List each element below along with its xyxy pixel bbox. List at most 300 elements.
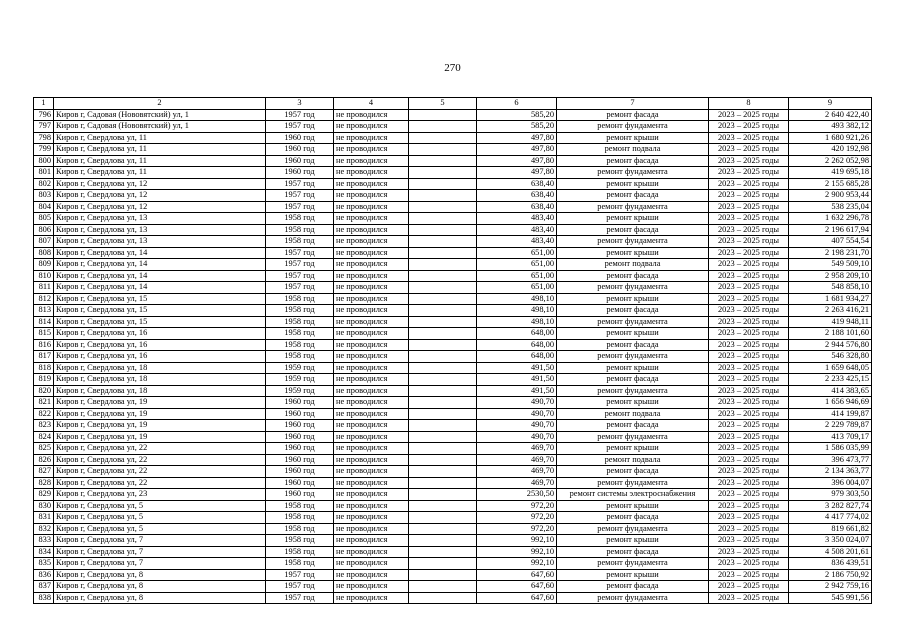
empty-cell	[409, 109, 477, 121]
address-cell: Киров г, Свердлова ул, 16	[54, 328, 266, 340]
cost-cell: 396 004,07	[789, 477, 872, 489]
period-cell: 2023 – 2025 годы	[709, 339, 789, 351]
row-number: 798	[34, 132, 54, 144]
cost-cell: 2 262 052,98	[789, 155, 872, 167]
cost-cell: 419 948,11	[789, 316, 872, 328]
row-number: 804	[34, 201, 54, 213]
last-repair-cell: не проводился	[334, 351, 409, 363]
table-row	[34, 500, 872, 512]
row-number: 809	[34, 259, 54, 271]
work-type-cell: ремонт фасада	[557, 512, 709, 524]
address-cell: Киров г, Свердлова ул, 5	[54, 523, 266, 535]
period-cell: 2023 – 2025 годы	[709, 408, 789, 420]
build-year-cell: 1960 год	[266, 466, 334, 478]
address-cell: Киров г, Свердлова ул, 16	[54, 351, 266, 363]
work-type-cell: ремонт подвала	[557, 408, 709, 420]
table-row	[34, 247, 872, 259]
period-cell: 2023 – 2025 годы	[709, 351, 789, 363]
cost-cell: 548 858,10	[789, 282, 872, 294]
cost-cell: 419 695,18	[789, 167, 872, 179]
cost-cell: 836 439,51	[789, 558, 872, 570]
period-cell: 2023 – 2025 годы	[709, 385, 789, 397]
build-year-cell: 1957 год	[266, 109, 334, 121]
table-row	[34, 201, 872, 213]
period-cell: 2023 – 2025 годы	[709, 144, 789, 156]
period-cell: 2023 – 2025 годы	[709, 569, 789, 581]
table-row	[34, 385, 872, 397]
last-repair-cell: не проводился	[334, 592, 409, 604]
last-repair-cell: не проводился	[334, 443, 409, 455]
column-number: 8	[709, 98, 789, 110]
empty-cell	[409, 132, 477, 144]
empty-cell	[409, 466, 477, 478]
row-number: 800	[34, 155, 54, 167]
area-cell: 992,10	[477, 546, 557, 558]
empty-cell	[409, 121, 477, 133]
cost-cell: 413 709,17	[789, 431, 872, 443]
address-cell: Киров г, Свердлова ул, 18	[54, 374, 266, 386]
work-type-cell: ремонт крыши	[557, 569, 709, 581]
address-cell: Киров г, Свердлова ул, 13	[54, 236, 266, 248]
column-number: 3	[266, 98, 334, 110]
cost-cell: 549 509,10	[789, 259, 872, 271]
table-row	[34, 454, 872, 466]
last-repair-cell: не проводился	[334, 420, 409, 432]
empty-cell	[409, 213, 477, 225]
period-cell: 2023 – 2025 годы	[709, 420, 789, 432]
address-cell: Киров г, Садовая (Нововятский) ул, 1	[54, 121, 266, 133]
row-number: 830	[34, 500, 54, 512]
work-type-cell: ремонт фасада	[557, 466, 709, 478]
build-year-cell: 1957 год	[266, 259, 334, 271]
last-repair-cell: не проводился	[334, 132, 409, 144]
empty-cell	[409, 247, 477, 259]
empty-cell	[409, 443, 477, 455]
period-cell: 2023 – 2025 годы	[709, 489, 789, 501]
row-number: 829	[34, 489, 54, 501]
cost-cell: 1 586 035,99	[789, 443, 872, 455]
work-type-cell: ремонт фундамента	[557, 523, 709, 535]
work-type-cell: ремонт фундамента	[557, 282, 709, 294]
last-repair-cell: не проводился	[334, 362, 409, 374]
last-repair-cell: не проводился	[334, 259, 409, 271]
build-year-cell: 1958 год	[266, 339, 334, 351]
last-repair-cell: не проводился	[334, 316, 409, 328]
cost-cell: 2 188 101,60	[789, 328, 872, 340]
table-row	[34, 431, 872, 443]
row-number: 812	[34, 293, 54, 305]
row-number: 822	[34, 408, 54, 420]
period-cell: 2023 – 2025 годы	[709, 282, 789, 294]
table-row	[34, 489, 872, 501]
work-type-cell: ремонт крыши	[557, 397, 709, 409]
period-cell: 2023 – 2025 годы	[709, 270, 789, 282]
table-row	[34, 236, 872, 248]
area-cell: 491,50	[477, 362, 557, 374]
address-cell: Киров г, Свердлова ул, 14	[54, 247, 266, 259]
row-number: 803	[34, 190, 54, 202]
empty-cell	[409, 431, 477, 443]
build-year-cell: 1958 год	[266, 213, 334, 225]
cost-cell: 414 199,87	[789, 408, 872, 420]
last-repair-cell: не проводился	[334, 466, 409, 478]
table-row	[34, 397, 872, 409]
cost-cell: 414 383,65	[789, 385, 872, 397]
build-year-cell: 1957 год	[266, 178, 334, 190]
last-repair-cell: не проводился	[334, 328, 409, 340]
table-row	[34, 305, 872, 317]
row-number: 825	[34, 443, 54, 455]
cost-cell: 545 991,56	[789, 592, 872, 604]
row-number: 796	[34, 109, 54, 121]
build-year-cell: 1958 год	[266, 316, 334, 328]
empty-cell	[409, 535, 477, 547]
last-repair-cell: не проводился	[334, 293, 409, 305]
table-row	[34, 132, 872, 144]
row-number: 831	[34, 512, 54, 524]
table-row	[34, 592, 872, 604]
work-type-cell: ремонт фундамента	[557, 592, 709, 604]
area-cell: 497,80	[477, 132, 557, 144]
work-type-cell: ремонт фасада	[557, 339, 709, 351]
row-number: 815	[34, 328, 54, 340]
address-cell: Киров г, Свердлова ул, 11	[54, 144, 266, 156]
row-number: 802	[34, 178, 54, 190]
cost-cell: 2 640 422,40	[789, 109, 872, 121]
empty-cell	[409, 259, 477, 271]
cost-cell: 4 508 201,61	[789, 546, 872, 558]
address-cell: Киров г, Свердлова ул, 12	[54, 201, 266, 213]
work-type-cell: ремонт крыши	[557, 293, 709, 305]
work-type-cell: ремонт фасада	[557, 546, 709, 558]
table-row	[34, 581, 872, 593]
last-repair-cell: не проводился	[334, 190, 409, 202]
row-number: 838	[34, 592, 54, 604]
build-year-cell: 1959 год	[266, 362, 334, 374]
address-cell: Киров г, Свердлова ул, 22	[54, 477, 266, 489]
empty-cell	[409, 339, 477, 351]
period-cell: 2023 – 2025 годы	[709, 592, 789, 604]
last-repair-cell: не проводился	[334, 201, 409, 213]
repair-schedule-table	[33, 97, 872, 604]
table-row	[34, 224, 872, 236]
last-repair-cell: не проводился	[334, 477, 409, 489]
column-number-row	[34, 98, 872, 110]
work-type-cell: ремонт фундамента	[557, 167, 709, 179]
row-number: 813	[34, 305, 54, 317]
cost-cell: 2 263 416,21	[789, 305, 872, 317]
work-type-cell: ремонт фасада	[557, 581, 709, 593]
address-cell: Киров г, Свердлова ул, 19	[54, 408, 266, 420]
row-number: 819	[34, 374, 54, 386]
work-type-cell: ремонт фасада	[557, 420, 709, 432]
address-cell: Киров г, Свердлова ул, 18	[54, 385, 266, 397]
build-year-cell: 1960 год	[266, 477, 334, 489]
row-number: 806	[34, 224, 54, 236]
address-cell: Киров г, Свердлова ул, 14	[54, 259, 266, 271]
table-row	[34, 569, 872, 581]
period-cell: 2023 – 2025 годы	[709, 431, 789, 443]
period-cell: 2023 – 2025 годы	[709, 167, 789, 179]
build-year-cell: 1958 год	[266, 351, 334, 363]
area-cell: 491,50	[477, 385, 557, 397]
row-number: 799	[34, 144, 54, 156]
last-repair-cell: не проводился	[334, 374, 409, 386]
area-cell: 497,80	[477, 167, 557, 179]
address-cell: Киров г, Свердлова ул, 8	[54, 592, 266, 604]
area-cell: 483,40	[477, 224, 557, 236]
empty-cell	[409, 523, 477, 535]
cost-cell: 2 942 759,16	[789, 581, 872, 593]
period-cell: 2023 – 2025 годы	[709, 178, 789, 190]
build-year-cell: 1958 год	[266, 523, 334, 535]
last-repair-cell: не проводился	[334, 581, 409, 593]
address-cell: Киров г, Свердлова ул, 14	[54, 282, 266, 294]
work-type-cell: ремонт фундамента	[557, 316, 709, 328]
build-year-cell: 1958 год	[266, 305, 334, 317]
table-row	[34, 328, 872, 340]
cost-cell: 420 192,98	[789, 144, 872, 156]
row-number: 827	[34, 466, 54, 478]
address-cell: Киров г, Свердлова ул, 23	[54, 489, 266, 501]
last-repair-cell: не проводился	[334, 569, 409, 581]
empty-cell	[409, 305, 477, 317]
row-number: 797	[34, 121, 54, 133]
build-year-cell: 1957 год	[266, 121, 334, 133]
row-number: 826	[34, 454, 54, 466]
cost-cell: 546 328,80	[789, 351, 872, 363]
build-year-cell: 1958 год	[266, 535, 334, 547]
table-row	[34, 121, 872, 133]
row-number: 837	[34, 581, 54, 593]
column-number: 9	[789, 98, 872, 110]
work-type-cell: ремонт фасада	[557, 374, 709, 386]
table-row	[34, 167, 872, 179]
area-cell: 490,70	[477, 408, 557, 420]
cost-cell: 1 656 946,69	[789, 397, 872, 409]
empty-cell	[409, 293, 477, 305]
period-cell: 2023 – 2025 годы	[709, 500, 789, 512]
cost-cell: 2 198 231,70	[789, 247, 872, 259]
empty-cell	[409, 420, 477, 432]
row-number: 835	[34, 558, 54, 570]
table-row	[34, 190, 872, 202]
cost-cell: 493 382,12	[789, 121, 872, 133]
last-repair-cell: не проводился	[334, 247, 409, 259]
table-row	[34, 477, 872, 489]
row-number: 810	[34, 270, 54, 282]
work-type-cell: ремонт крыши	[557, 535, 709, 547]
build-year-cell: 1960 год	[266, 132, 334, 144]
table-row	[34, 144, 872, 156]
area-cell: 497,80	[477, 155, 557, 167]
period-cell: 2023 – 2025 годы	[709, 259, 789, 271]
cost-cell: 1 680 921,26	[789, 132, 872, 144]
area-cell: 638,40	[477, 201, 557, 213]
area-cell: 972,20	[477, 500, 557, 512]
work-type-cell: ремонт фундамента	[557, 351, 709, 363]
row-number: 823	[34, 420, 54, 432]
last-repair-cell: не проводился	[334, 546, 409, 558]
area-cell: 483,40	[477, 236, 557, 248]
cost-cell: 396 473,77	[789, 454, 872, 466]
build-year-cell: 1960 год	[266, 431, 334, 443]
area-cell: 992,10	[477, 558, 557, 570]
table-row	[34, 512, 872, 524]
address-cell: Киров г, Свердлова ул, 15	[54, 316, 266, 328]
build-year-cell: 1960 год	[266, 489, 334, 501]
period-cell: 2023 – 2025 годы	[709, 247, 789, 259]
last-repair-cell: не проводился	[334, 385, 409, 397]
period-cell: 2023 – 2025 годы	[709, 316, 789, 328]
address-cell: Киров г, Свердлова ул, 22	[54, 454, 266, 466]
build-year-cell: 1957 год	[266, 282, 334, 294]
build-year-cell: 1960 год	[266, 408, 334, 420]
period-cell: 2023 – 2025 годы	[709, 546, 789, 558]
period-cell: 2023 – 2025 годы	[709, 213, 789, 225]
period-cell: 2023 – 2025 годы	[709, 454, 789, 466]
area-cell: 490,70	[477, 397, 557, 409]
address-cell: Киров г, Свердлова ул, 5	[54, 512, 266, 524]
last-repair-cell: не проводился	[334, 224, 409, 236]
cost-cell: 819 661,82	[789, 523, 872, 535]
build-year-cell: 1958 год	[266, 224, 334, 236]
cost-cell: 1 681 934,27	[789, 293, 872, 305]
address-cell: Киров г, Свердлова ул, 22	[54, 466, 266, 478]
empty-cell	[409, 581, 477, 593]
address-cell: Киров г, Свердлова ул, 13	[54, 224, 266, 236]
last-repair-cell: не проводился	[334, 155, 409, 167]
address-cell: Киров г, Свердлова ул, 19	[54, 397, 266, 409]
empty-cell	[409, 328, 477, 340]
build-year-cell: 1959 год	[266, 374, 334, 386]
work-type-cell: ремонт крыши	[557, 132, 709, 144]
row-number: 816	[34, 339, 54, 351]
build-year-cell: 1957 год	[266, 592, 334, 604]
column-number: 2	[54, 98, 266, 110]
work-type-cell: ремонт фундамента	[557, 558, 709, 570]
empty-cell	[409, 362, 477, 374]
area-cell: 648,00	[477, 328, 557, 340]
work-type-cell: ремонт фасада	[557, 305, 709, 317]
area-cell: 647,60	[477, 581, 557, 593]
last-repair-cell: не проводился	[334, 512, 409, 524]
work-type-cell: ремонт крыши	[557, 443, 709, 455]
empty-cell	[409, 236, 477, 248]
column-number: 1	[34, 98, 54, 110]
build-year-cell: 1957 год	[266, 190, 334, 202]
cost-cell: 2 155 685,28	[789, 178, 872, 190]
work-type-cell: ремонт системы электроснабжения	[557, 489, 709, 501]
build-year-cell: 1957 год	[266, 270, 334, 282]
work-type-cell: ремонт подвала	[557, 144, 709, 156]
area-cell: 651,00	[477, 270, 557, 282]
last-repair-cell: не проводился	[334, 121, 409, 133]
address-cell: Киров г, Свердлова ул, 14	[54, 270, 266, 282]
build-year-cell: 1960 год	[266, 167, 334, 179]
period-cell: 2023 – 2025 годы	[709, 523, 789, 535]
build-year-cell: 1957 год	[266, 581, 334, 593]
empty-cell	[409, 201, 477, 213]
cost-cell: 2 900 953,44	[789, 190, 872, 202]
empty-cell	[409, 558, 477, 570]
period-cell: 2023 – 2025 годы	[709, 201, 789, 213]
table-row	[34, 282, 872, 294]
row-number: 807	[34, 236, 54, 248]
row-number: 832	[34, 523, 54, 535]
period-cell: 2023 – 2025 годы	[709, 535, 789, 547]
period-cell: 2023 – 2025 годы	[709, 397, 789, 409]
empty-cell	[409, 512, 477, 524]
empty-cell	[409, 569, 477, 581]
period-cell: 2023 – 2025 годы	[709, 328, 789, 340]
cost-cell: 2 944 576,80	[789, 339, 872, 351]
period-cell: 2023 – 2025 годы	[709, 236, 789, 248]
table-row	[34, 558, 872, 570]
empty-cell	[409, 190, 477, 202]
build-year-cell: 1960 год	[266, 420, 334, 432]
cost-cell: 2 134 363,77	[789, 466, 872, 478]
empty-cell	[409, 351, 477, 363]
area-cell: 490,70	[477, 420, 557, 432]
cost-cell: 3 350 024,07	[789, 535, 872, 547]
address-cell: Киров г, Свердлова ул, 8	[54, 569, 266, 581]
build-year-cell: 1957 год	[266, 569, 334, 581]
table-row	[34, 362, 872, 374]
cost-cell: 2 958 209,10	[789, 270, 872, 282]
table-row	[34, 443, 872, 455]
build-year-cell: 1958 год	[266, 236, 334, 248]
cost-cell: 4 417 774,02	[789, 512, 872, 524]
table-row	[34, 155, 872, 167]
empty-cell	[409, 385, 477, 397]
empty-cell	[409, 592, 477, 604]
last-repair-cell: не проводился	[334, 397, 409, 409]
empty-cell	[409, 178, 477, 190]
area-cell: 498,10	[477, 293, 557, 305]
work-type-cell: ремонт фасада	[557, 224, 709, 236]
period-cell: 2023 – 2025 годы	[709, 512, 789, 524]
address-cell: Киров г, Свердлова ул, 11	[54, 167, 266, 179]
period-cell: 2023 – 2025 годы	[709, 443, 789, 455]
last-repair-cell: не проводился	[334, 408, 409, 420]
row-number: 833	[34, 535, 54, 547]
last-repair-cell: не проводился	[334, 178, 409, 190]
row-number: 821	[34, 397, 54, 409]
row-number: 836	[34, 569, 54, 581]
work-type-cell: ремонт крыши	[557, 362, 709, 374]
address-cell: Киров г, Свердлова ул, 15	[54, 293, 266, 305]
build-year-cell: 1960 год	[266, 454, 334, 466]
build-year-cell: 1958 год	[266, 512, 334, 524]
period-cell: 2023 – 2025 годы	[709, 155, 789, 167]
empty-cell	[409, 454, 477, 466]
column-number: 4	[334, 98, 409, 110]
area-cell: 992,10	[477, 535, 557, 547]
empty-cell	[409, 489, 477, 501]
area-cell: 648,00	[477, 351, 557, 363]
table-row	[34, 466, 872, 478]
build-year-cell: 1960 год	[266, 144, 334, 156]
empty-cell	[409, 500, 477, 512]
row-number: 805	[34, 213, 54, 225]
empty-cell	[409, 546, 477, 558]
build-year-cell: 1958 год	[266, 328, 334, 340]
table-row	[34, 546, 872, 558]
row-number: 834	[34, 546, 54, 558]
address-cell: Киров г, Свердлова ул, 11	[54, 132, 266, 144]
work-type-cell: ремонт крыши	[557, 328, 709, 340]
